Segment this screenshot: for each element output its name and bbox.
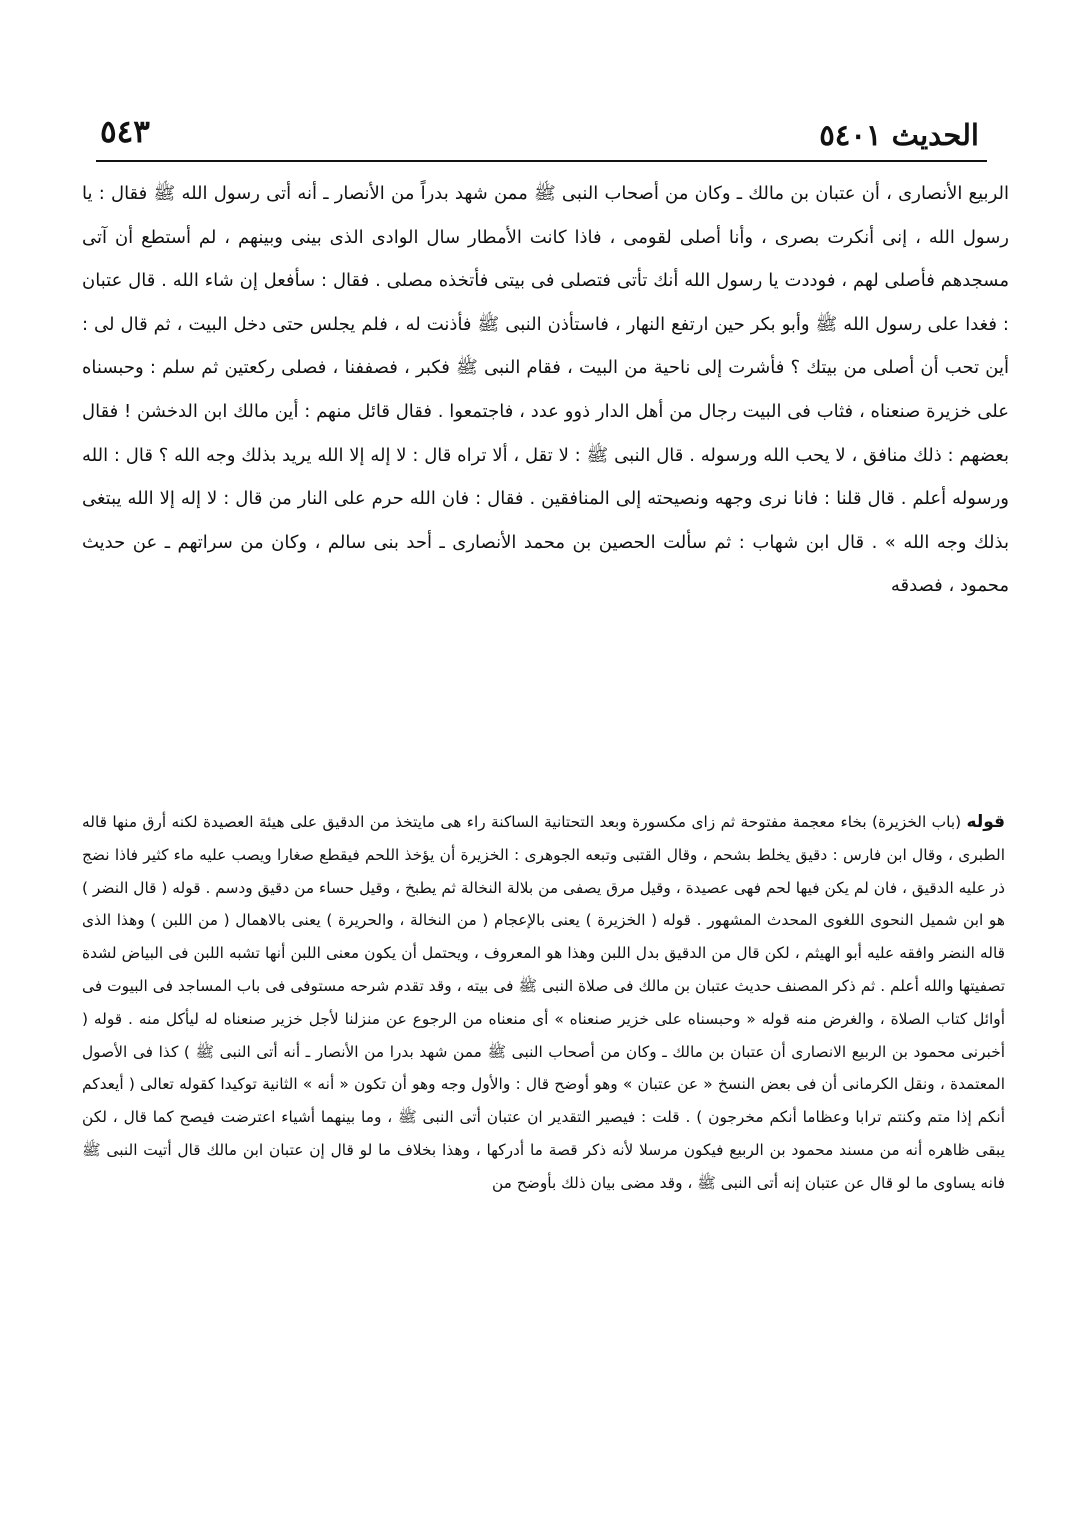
commentary-body: (باب الخزيرة) بخاء معجمة مفتوحة ثم زاى مكسورة وبعد التحتانية الساكنة راء هى مايتخذ من الدقيق على هيئة العصيدة لكنه أرق منها قاله الطبرى ، وقال ابن فارس : دقيق يخلط بشحم ، وقال القتبى وتبعه الجوهرى : الخزيرة أن يؤخذ اللحم فيقطع صغارا ويصب عليه ماء كثير فاذا نضج ذر عليه الدقيق ، فان لم يكن فيها لحم فهى عصيدة ، وقيل مرق يصفى من بلالة النخالة ثم يطبخ ، وقيل حساء من دقيق ودسم . قوله ( قال النضر ) هو ابن شميل النحوى اللغوى المحدث المشهور . قوله ( الخزيرة ) يعنى بالإعجام ( من النخالة ، والحريرة ) يعنى بالاهمال ( من اللبن ) وهذا الذى قاله النضر وافقه عليه أبو الهيثم ، لكن قال من الدقيق بدل اللبن وهذا هو المعروف ، ويحتمل أن يكون معنى اللبن أنها تشبه اللبن فى البياض لشدة تصفيتها والله أعلم . ثم ذكر المصنف حديث عتبان بن مالك فى صلاة النبى ﷺ فى بيته ، وقد تقدم شرحه مستوفى فى باب المساجد فى البيوت فى أوائل كتاب الصلاة ، والغرض منه قوله « وحبسناه على خزير صنعناه » أى منعناه من الرجوع عن منزلنا لأجل خزير صنعناه له ليأكل منه . قوله ( أخبرنى محمود بن الربيع الانصارى أن عتبان بن مالك ـ وكان من أصحاب النبى ﷺ ممن شهد بدرا من الأنصار ـ أنه أتى النبى ﷺ ) كذا فى الأصول المعتمدة ، ونقل الكرمانى أن فى بعض النسخ « عن عتبان » وهو أوضح قال : والأول وجه وهو أن تكون « أنه » الثانية توكيدا كقوله تعالى ( أيعدكم أنكم إذا متم وكنتم ترابا وعظاما أنكم مخرجون ) . قلت : فيصير التقدير ان عتبان أتى النبى ﷺ ، وما بينهما أشياء اعترضت فيصح كما قال ، لكن يبقى ظاهره أنه من مسند محمود بن الربيع فيكون مرسلا لأنه ذكر قصة ما أدركها ، وهذا بخلاف ما لو قال إن عتبان ابن مالك قال أتيت النبى ﷺ فانه يساوى ما لو قال عن عتبان إنه أتى النبى ﷺ ، وقد مضى بيان ذلك بأوضح من [82, 813, 1005, 1192]
commentary-paragraph [82, 806, 1005, 1200]
running-head: الحديث ٥٤٠١ [819, 118, 979, 152]
header-rule [96, 160, 987, 162]
hadith-paragraph: الربيع الأنصارى ، أن عتبان بن مالك ـ وكان من أصحاب النبى ﷺ ممن شهد بدراً من الأنصار ـ أنه أتى رسول الله ﷺ فقال : يا رسول الله ، إنى أنكرت بصرى ، وأنا أصلى لقومى ، فاذا كانت الأمطار سال الوادى الذى بينى وبينهم ، لم أستطع أن آتى مسجدهم فأصلى لهم ، فوددت يا رسول الله أنك تأتى فتصلى فى بيتى فأتخذه مصلى . فقال : سأفعل إن شاء الله . قال عتبان : فغدا على رسول الله ﷺ وأبو بكر حين ارتفع النهار ، فاستأذن النبى ﷺ فأذنت له ، فلم يجلس حتى دخل البيت ، ثم قال لى : أين تحب أن أصلى من بيتك ؟ فأشرت إلى ناحية من البيت ، فقام النبى ﷺ فكبر ، فصففنا ، فصلى ركعتين ثم سلم : وحبسناه على خزيرة صنعناه ، فثاب فى البيت رجال من أهل الدار ذوو عدد ، فاجتمعوا . فقال قائل منهم : أين مالك ابن الدخشن ! فقال بعضهم : ذلك منافق ، لا يحب الله ورسوله . قال النبى ﷺ : لا تقل ، ألا تراه قال : لا إله إلا الله يريد بذلك وجه الله ؟ قال : الله ورسوله أعلم . قال قلنا : فانا نرى وجهه ونصيحته إلى المنافقين . فقال : فان الله حرم على النار من قال : لا إله إلا الله يبتغى بذلك وجه الله » . قال ابن شهاب : ثم سألت الحصين بن محمد الأنصارى ـ أحد بنى سالم ، وكان من سراتهم ـ عن حديث محمود ، فصدقه [82, 183, 1009, 597]
page-header [100, 112, 979, 160]
commentary-lead-word: قوله [966, 812, 1005, 832]
commentary-block [82, 806, 1005, 1200]
page-number: ٥٤٣ [100, 114, 150, 150]
hadith-text-block [82, 172, 1009, 608]
